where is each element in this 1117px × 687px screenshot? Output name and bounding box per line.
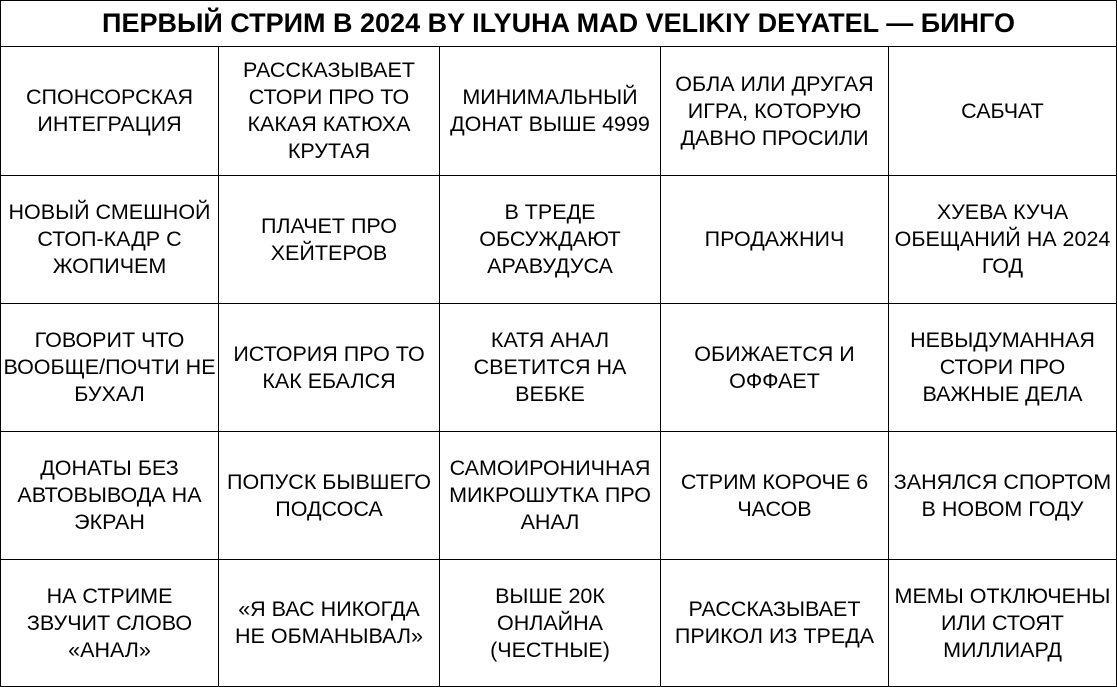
- bingo-cell-r4-c4: СТРИМ КОРОЧЕ 6 ЧАСОВ: [661, 432, 889, 560]
- bingo-cell-r4-c5: ЗАНЯЛСЯ СПОРТОМ В НОВОМ ГОДУ: [889, 432, 1116, 560]
- bingo-cell-r3-c3: КАТЯ АНАЛ СВЕТИТСЯ НА ВЕБКЕ: [440, 304, 661, 432]
- bingo-cell-r2-c4: ПРОДАЖНИЧ: [661, 176, 889, 304]
- bingo-cell-r4-c3: САМОИРОНИЧНАЯ МИКРОШУТКА ПРО АНАЛ: [440, 432, 661, 560]
- bingo-cell-r1-c3: МИНИМАЛЬНЫЙ ДОНАТ ВЫШЕ 4999: [440, 47, 661, 176]
- bingo-title: ПЕРВЫЙ СТРИМ В 2024 BY ILYUHA MAD VELIKIY DEYATEL — БИНГО: [1, 1, 1116, 47]
- bingo-cell-r4-c1: ДОНАТЫ БЕЗ АВТОВЫВОДА НА ЭКРАН: [1, 432, 219, 560]
- bingo-cell-r3-c2: ИСТОРИЯ ПРО ТО КАК ЕБАЛСЯ: [219, 304, 440, 432]
- bingo-cell-r5-c1: НА СТРИМЕ ЗВУЧИТ СЛОВО «АНАЛ»: [1, 560, 219, 686]
- bingo-cell-r4-c2: ПОПУСК БЫВШЕГО ПОДСОСА: [219, 432, 440, 560]
- bingo-cell-r2-c5: ХУЕВА КУЧА ОБЕЩАНИЙ НА 2024 ГОД: [889, 176, 1116, 304]
- bingo-cell-r3-c1: ГОВОРИТ ЧТО ВООБЩЕ/ПОЧТИ НЕ БУХАЛ: [1, 304, 219, 432]
- bingo-cell-r1-c2: РАССКАЗЫВАЕТ СТОРИ ПРО ТО КАКАЯ КАТЮХА КРУТАЯ: [219, 47, 440, 176]
- bingo-cell-r1-c4: ОБЛА ИЛИ ДРУГАЯ ИГРА, КОТОРУЮ ДАВНО ПРОСИЛИ: [661, 47, 889, 176]
- bingo-cell-r5-c4: РАССКАЗЫВАЕТ ПРИКОЛ ИЗ ТРЕДА: [661, 560, 889, 686]
- bingo-cell-r5-c5: МЕМЫ ОТКЛЮЧЕНЫ ИЛИ СТОЯТ МИЛЛИАРД: [894, 583, 1111, 662]
- bingo-cell-r1-c1: СПОНСОРСКАЯ ИНТЕГРАЦИЯ: [1, 47, 219, 176]
- bingo-cell-r2-c3: В ТРЕДЕ ОБСУЖДАЮТ АРАВУДУСА: [440, 176, 661, 304]
- bingo-cell-r5-c3: ВЫШЕ 20К ОНЛАЙНА (ЧЕСТНЫЕ): [440, 560, 661, 686]
- bingo-cell-r3-c5: НЕВЫДУМАННАЯ СТОРИ ПРО ВАЖНЫЕ ДЕЛА: [889, 304, 1116, 432]
- bingo-cell-r1-c5: САБЧАТ: [889, 47, 1116, 176]
- bingo-cell-r2-c2: ПЛАЧЕТ ПРО ХЕЙТЕРОВ: [219, 176, 440, 304]
- bingo-cell-r3-c4: ОБИЖАЕТСЯ И ОФФАЕТ: [661, 304, 889, 432]
- bingo-cell-r2-c1: НОВЫЙ СМЕШНОЙ СТОП-КАДР С ЖОПИЧЕМ: [1, 176, 219, 304]
- bingo-cell-r5-c2: «Я ВАС НИКОГДА НЕ ОБМАНЫВАЛ»: [219, 560, 440, 686]
